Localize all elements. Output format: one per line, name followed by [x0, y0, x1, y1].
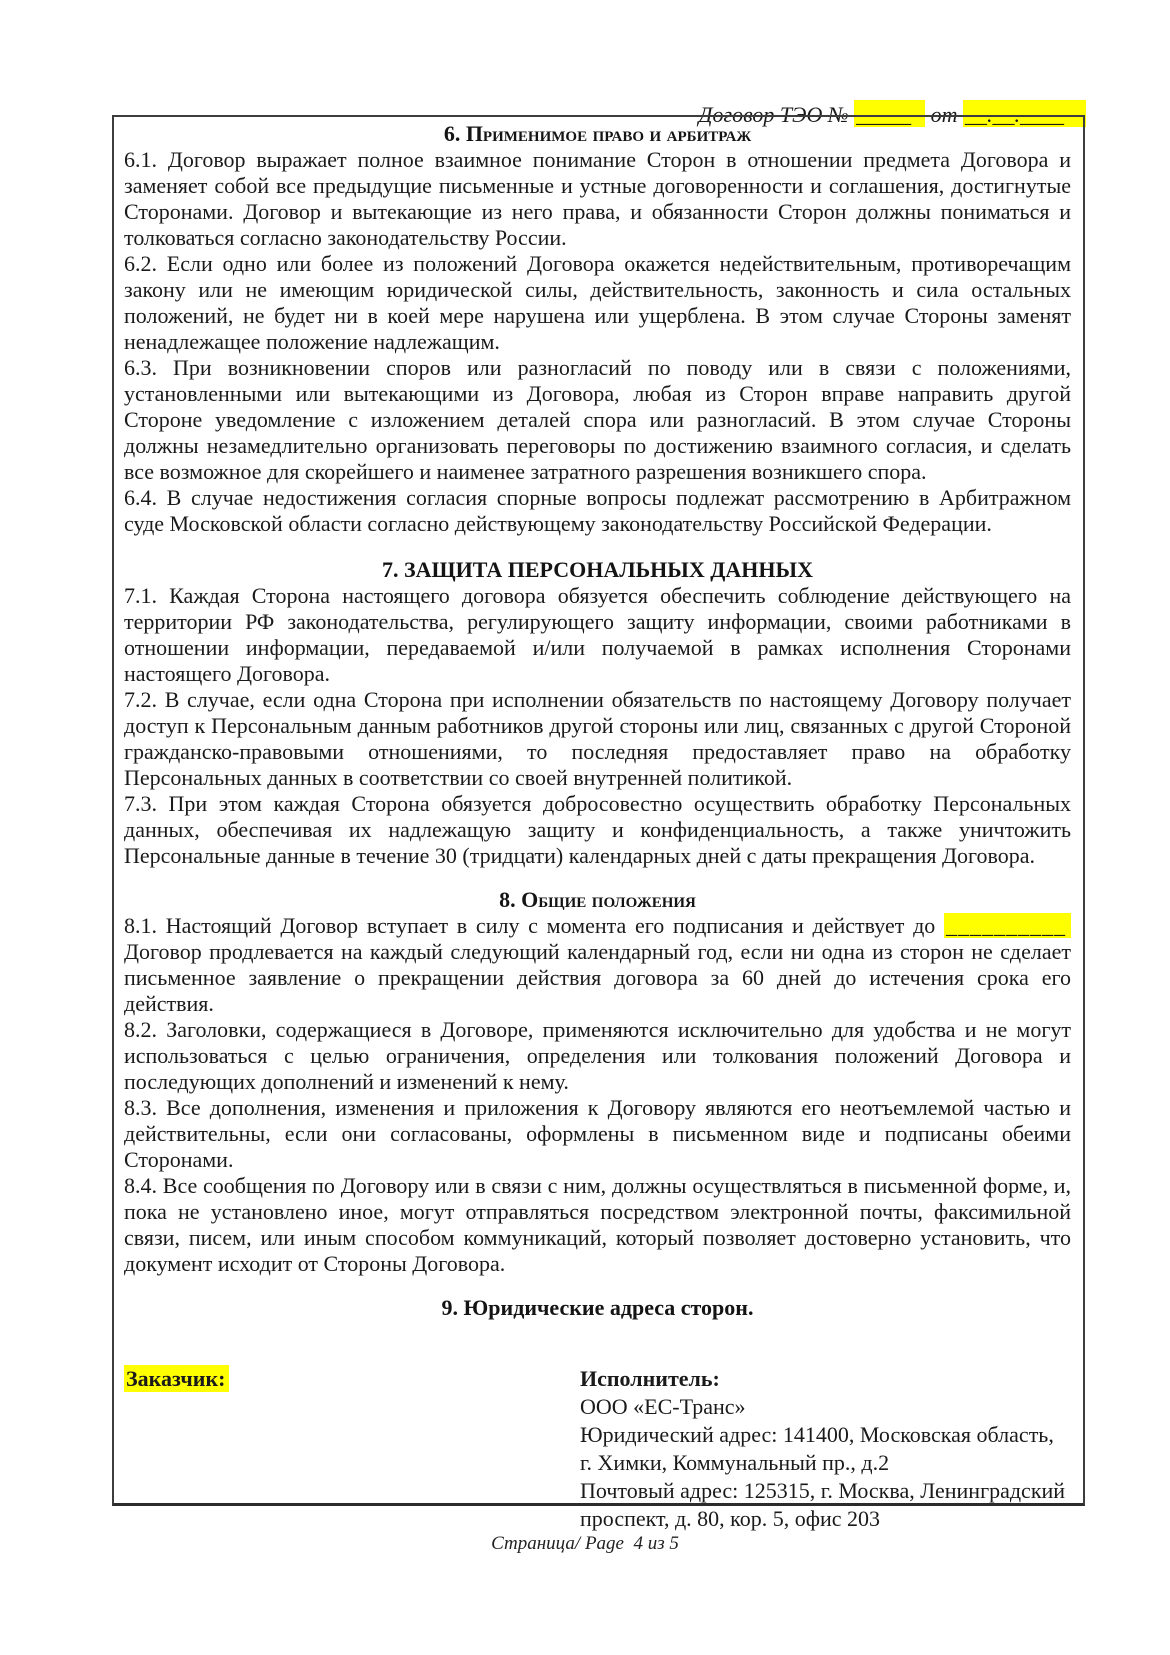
customer-column [124, 1365, 580, 1533]
clause-7-3: 7.3. При этом каждая Сторона обязуется добросовестно осуществить обработку Персональных данных, обеспечивая их надлежащую защиту и конфиденциальность, а также уничтожить Персональные данные в течение 30 (тридцати) календарных дней с даты прекращения Договора. [124, 791, 1071, 868]
executor-column [580, 1365, 1071, 1533]
header-from-text: от [925, 102, 963, 127]
clause-8-4: 8.4. Все сообщения по Договору или в связи с ним, должны осуществляться в письменной форме, и, пока не установлено иное, могут отправляться посредством электронной почты, факсимильной связи, писем, или иным способом коммуникаций, который позволяет достоверно установить, что документ исходит от Стороны Договора. [124, 1173, 1071, 1276]
contract-date-blank: __.__.____ [963, 100, 1086, 127]
parties-section [124, 1365, 1071, 1533]
customer-label: Заказчик: [124, 1365, 229, 1392]
content-border-box [112, 115, 1085, 1531]
clause-8-1 [124, 913, 1071, 1017]
section-9-heading: 9. Юридические адреса сторон. [441, 1295, 754, 1320]
clause-8-1-text-before: 8.1. Настоящий Договор вступает в силу с момента его подписания и действует до [124, 913, 944, 938]
executor-legal-address-line-1: Юридический адрес: 141400, Московская область, [580, 1422, 1054, 1447]
clause-7-2: 7.2. В случае, если одна Сторона при исполнении обязательств по настоящему Договору получает доступ к Персональным данным работников другой стороны или лиц, связанных с другой Стороной гражданско-правовыми отношениями, то последняя предоставляет право на обработку Персональных данных в соответствии со своей внутренней политикой. [124, 687, 1071, 790]
executor-legal-address-line-2: г. Химки, Коммунальный пр., д.2 [580, 1450, 890, 1475]
clause-6-2: 6.2. Если одно или более из положений Договора окажется недействительным, противоречащим закону или не имеющим юридической силы, действительность, законность и сила остальных положений, не будет ни в коей мере нарушена или ущерблена. В этом случае Стороны заменят ненадлежащее положение надлежащим. [124, 251, 1071, 354]
header-title-text: Договор ТЭО № [698, 102, 855, 127]
executor-company-name: ООО «ЕС-Транс» [580, 1394, 746, 1419]
clause-7-1: 7.1. Каждая Сторона настоящего договора обязуется обеспечить соблюдение действующего на территории РФ законодательства, регулирующего защиту информации, своими работниками в отношении информации, передаваемой и/или получаемой в рамках исполнения Сторонами настоящего Договора. [124, 583, 1071, 686]
clause-8-2: 8.2. Заголовки, содержащиеся в Договоре, применяются исключительно для удобства и не могут использоваться с целью ограничения, определения или толкования положений Договора и последующих дополнений и изменений к нему. [124, 1017, 1071, 1094]
executor-label: Исполнитель: [580, 1366, 720, 1391]
clause-6-4: 6.4. В случае недостижения согласия спорные вопросы подлежат рассмотрению в Арбитражном суде Московской области согласно действующему законодательству Российской Федерации. [124, 485, 1071, 536]
validity-date-blank: __________ [944, 913, 1071, 938]
clause-8-3: 8.3. Все дополнения, изменения и приложения к Договору являются его неотъемлемой частью и действительны, если они согласованы, оформлены в письменном виде и подписаны обеими Сторонами. [124, 1095, 1071, 1172]
page-number-footer: Страница/ Page 4 из 5 [491, 1533, 679, 1554]
executor-postal-address-line-1: Почтовый адрес: 125315, г. Москва, Ленинградский [580, 1478, 1066, 1503]
clause-6-1: 6.1. Договор выражает полное взаимное понимание Сторон в отношении предмета Договора и заменяет собой все предыдущие письменные и устные договоренности и соглашения, достигнутые Сторонами. Договор и вытекающие из него права, и обязанности Сторон должны пониматься и толковаться согласно законодательству России. [124, 147, 1071, 250]
clause-6-3: 6.3. При возникновении споров или разногласий по поводу или в связи с положениями, установленными или вытекающими из Договора, любая из Сторон вправе направить другой Стороне уведомление с изложением деталей спора или разногласий. В этом случае Стороны должны незамедлительно организовать переговоры по достижению взаимного согласия, и сделать все возможное для скорейшего и наименее затратного разрешения возникшего спора. [124, 355, 1071, 484]
executor-postal-address-line-2: проспект, д. 80, кор. 5, офис 203 [580, 1506, 881, 1531]
section-7-heading: 7. ЗАЩИТА ПЕРСОНАЛЬНЫХ ДАННЫХ [381, 557, 813, 582]
section-6-heading: 6. Применимое право и арбитраж [443, 121, 752, 146]
section-8-heading: 8. Общие положения [499, 887, 696, 912]
contract-number-blank: _____ [854, 100, 925, 127]
clause-8-1-text-after: Договор продлевается на каждый следующий календарный год, если ни одна из сторон не сделает письменное заявление о прекращении действия договора за 60 дней до истечения срока его действия. [124, 939, 1071, 1016]
